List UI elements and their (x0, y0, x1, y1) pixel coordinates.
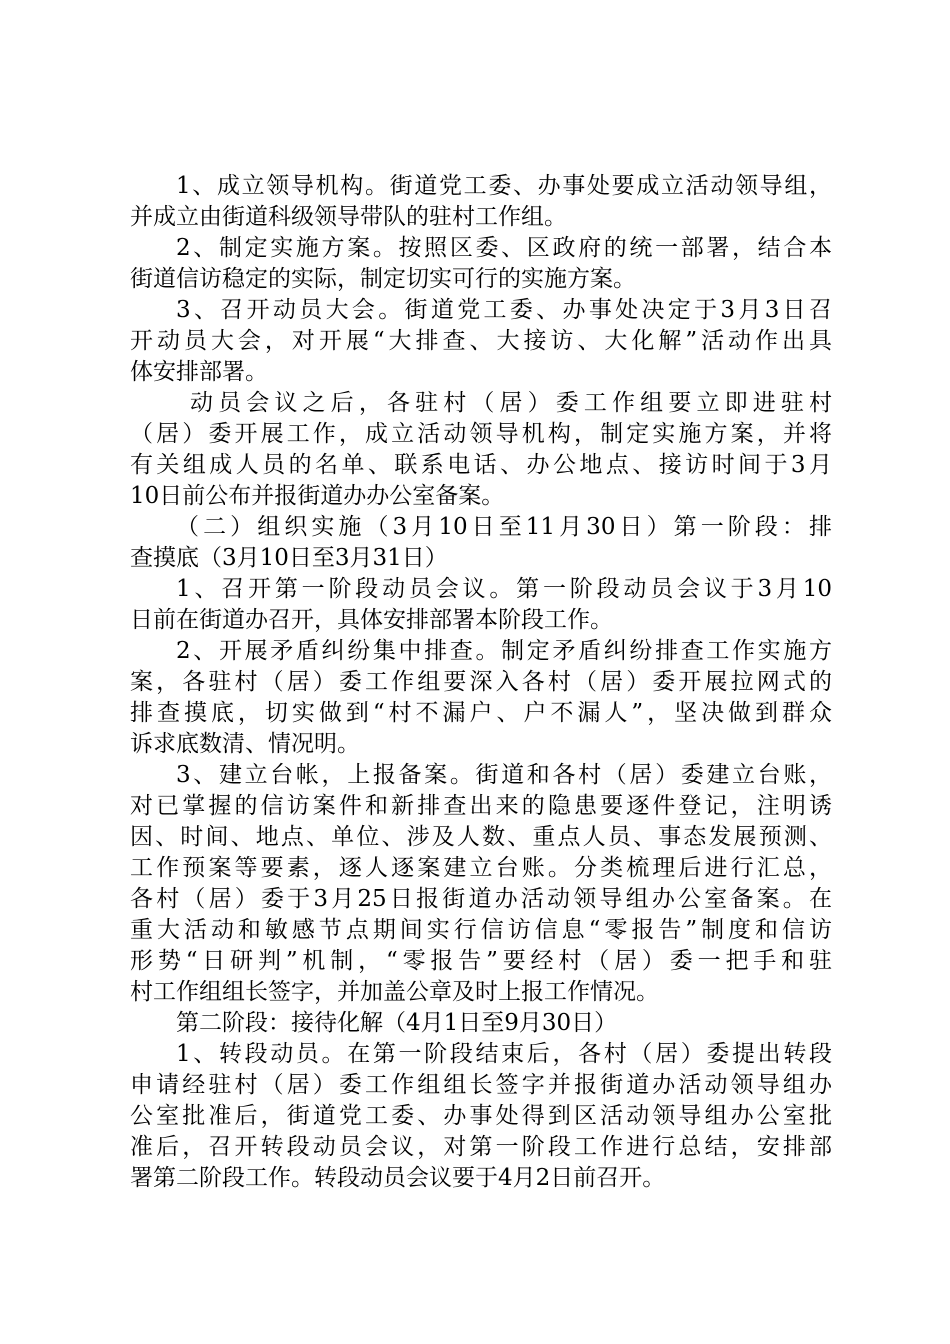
text-line: （居）委开展工作，成立活动领导机构，制定实施方案，并将 (130, 421, 832, 447)
text-line: 3、建立台帐，上报备案。街道和各村（居）委建立台账， (176, 762, 832, 788)
text-line: 工作预案等要素，逐人逐案建立台账。分类梳理后进行汇总， (130, 855, 832, 881)
text-line: 2、制定实施方案。按照区委、区政府的统一部署，结合本 (176, 235, 832, 261)
paragraph (130, 233, 832, 295)
paragraph (130, 1008, 832, 1039)
paragraph (130, 760, 832, 1008)
text-line: 2、开展矛盾纠纷集中排查。制定矛盾纠纷排查工作实施方 (176, 638, 832, 664)
text-line: 诉求底数清、情况明。 (130, 731, 360, 757)
text-line: 开动员大会，对开展“大排查、大接访、大化解”活动作出具 (130, 328, 832, 354)
text-line: 街道信访稳定的实际，制定切实可行的实施方案。 (130, 266, 636, 292)
text-line: 准后，召开转段动员会议，对第一阶段工作进行总结，安排部 (130, 1134, 832, 1160)
text-line: 1、成立领导机构。街道党工委、办事处要成立活动领导组， (176, 173, 832, 199)
text-line: 各村（居）委于3月25日报街道办活动领导组办公室备案。在 (130, 886, 832, 912)
text-line: 因、时间、地点、单位、涉及人数、重点人员、事态发展预测、 (130, 824, 832, 850)
text-line: 村工作组组长签字，并加盖公章及时上报工作情况。 (130, 979, 659, 1005)
text-line: 对已掌握的信访案件和新排查出来的隐患要逐件登记，注明诱 (130, 793, 832, 819)
text-line: 1、转段动员。在第一阶段结束后，各村（居）委提出转段 (176, 1041, 832, 1067)
text-line: 署第二阶段工作。转段动员会议要于4月2日前召开。 (130, 1165, 666, 1191)
section-heading-line: （二）组织实施（3月10日至11月30日）第一阶段：排 (176, 514, 832, 540)
paragraph (130, 636, 832, 760)
text-line: 申请经驻村（居）委工作组组长签字并报街道办活动领导组办 (130, 1072, 832, 1098)
paragraph (130, 512, 832, 574)
paragraph (130, 295, 832, 388)
paragraph (130, 574, 832, 636)
text-line: 排查摸底，切实做到“村不漏户、户不漏人”，坚决做到群众 (130, 700, 832, 726)
document-body (130, 171, 832, 1194)
text-line: 形势“日研判”机制，“零报告”要经村（居）委一把手和驻 (130, 948, 832, 974)
paragraph (130, 388, 832, 512)
text-line: 3、召开动员大会。街道党工委、办事处决定于3月3日召 (176, 297, 832, 323)
text-line: 体安排部署。 (130, 359, 268, 385)
text-line: 并成立由街道科级领导带队的驻村工作组。 (130, 204, 567, 230)
section-heading-line: 第二阶段：接待化解（4月1日至9月30日） (176, 1010, 618, 1036)
paragraph (130, 171, 832, 233)
text-line: 动员会议之后，各驻村（居）委工作组要立即进驻村 (190, 390, 832, 416)
text-line: 1、召开第一阶段动员会议。第一阶段动员会议于3月10 (176, 576, 832, 602)
text-line: 案，各驻村（居）委工作组要深入各村（居）委开展拉网式的 (130, 669, 832, 695)
text-line: 重大活动和敏感节点期间实行信访信息“零报告”制度和信访 (130, 917, 832, 943)
paragraph (130, 1039, 832, 1194)
text-line: 10日前公布并报街道办办公室备案。 (130, 483, 505, 509)
text-line: 有关组成人员的名单、联系电话、办公地点、接访时间于3月 (130, 452, 832, 478)
text-line: 日前在街道办召开，具体安排部署本阶段工作。 (130, 607, 613, 633)
text-line: 查摸底（3月10日至3月31日） (130, 545, 448, 571)
text-line: 公室批准后，街道党工委、办事处得到区活动领导组办公室批 (130, 1103, 832, 1129)
